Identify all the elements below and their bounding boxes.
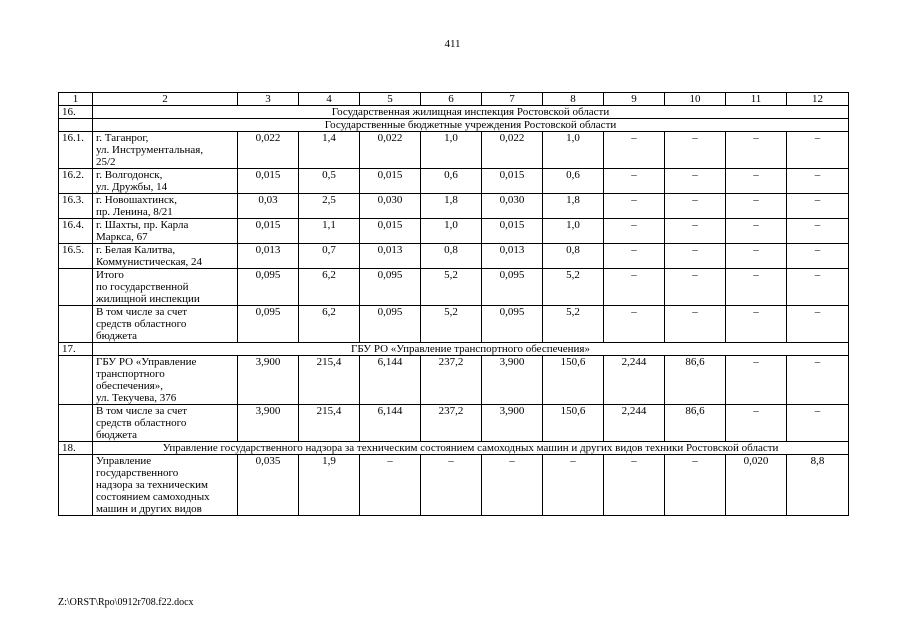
row-value-col-11: –	[726, 306, 787, 343]
row-value-col-11: –	[726, 219, 787, 244]
row-number: 16.2.	[59, 169, 93, 194]
section-row	[59, 106, 849, 119]
column-number-4: 4	[299, 93, 360, 106]
column-number-8: 8	[543, 93, 604, 106]
table-row	[59, 132, 849, 169]
row-name: ГБУ РО «Управление транспортного обеспечения», ул. Текучева, 376	[93, 356, 238, 405]
row-value-col-7: 3,900	[482, 356, 543, 405]
row-value-col-5: 0,015	[360, 219, 421, 244]
row-value-col-7: 0,015	[482, 219, 543, 244]
row-number: 16.1.	[59, 132, 93, 169]
row-name: Итого по государственной жилищной инспекции	[93, 269, 238, 306]
row-value-col-12: –	[787, 169, 849, 194]
column-number-10: 10	[665, 93, 726, 106]
row-value-col-6: –	[421, 455, 482, 516]
column-number-6: 6	[421, 93, 482, 106]
row-value-col-3: 3,900	[238, 405, 299, 442]
row-value-col-5: 0,022	[360, 132, 421, 169]
column-number-3: 3	[238, 93, 299, 106]
row-value-col-3: 0,022	[238, 132, 299, 169]
row-name: г. Таганрог, ул. Инструментальная, 25/2	[93, 132, 238, 169]
row-name: г. Шахты, пр. Карла Маркса, 67	[93, 219, 238, 244]
row-value-col-9: 2,244	[604, 356, 665, 405]
row-value-col-11: 0,020	[726, 455, 787, 516]
row-value-col-11: –	[726, 269, 787, 306]
row-name: г. Белая Калитва, Коммунистическая, 24	[93, 244, 238, 269]
row-number: 16.5.	[59, 244, 93, 269]
row-value-col-3: 0,095	[238, 269, 299, 306]
section-row	[59, 442, 849, 455]
row-value-col-6: 1,0	[421, 132, 482, 169]
row-number	[59, 269, 93, 306]
section-title: Государственная жилищная инспекция Ростовской области	[93, 106, 849, 119]
row-value-col-10: –	[665, 244, 726, 269]
column-number-12: 12	[787, 93, 849, 106]
row-value-col-11: –	[726, 405, 787, 442]
row-value-col-8: 0,8	[543, 244, 604, 269]
row-value-col-8: 5,2	[543, 269, 604, 306]
row-value-col-6: 1,0	[421, 219, 482, 244]
column-number-5: 5	[360, 93, 421, 106]
row-number: 16.	[59, 106, 93, 119]
column-number-7: 7	[482, 93, 543, 106]
row-value-col-8: 1,0	[543, 219, 604, 244]
row-value-col-10: –	[665, 455, 726, 516]
row-number: 16.4.	[59, 219, 93, 244]
row-number	[59, 306, 93, 343]
row-value-col-11: –	[726, 132, 787, 169]
row-value-col-11: –	[726, 244, 787, 269]
table-row	[59, 405, 849, 442]
row-value-col-8: 1,0	[543, 132, 604, 169]
row-value-col-12: –	[787, 356, 849, 405]
row-value-col-3: 0,035	[238, 455, 299, 516]
row-value-col-3: 0,015	[238, 169, 299, 194]
row-value-col-11: –	[726, 169, 787, 194]
row-value-col-6: 1,8	[421, 194, 482, 219]
subsection-title: Государственные бюджетные учреждения Ростовской области	[93, 119, 849, 132]
row-value-col-5: 6,144	[360, 405, 421, 442]
row-number	[59, 405, 93, 442]
row-value-col-5: 6,144	[360, 356, 421, 405]
row-value-col-4: 215,4	[299, 356, 360, 405]
row-value-col-12: –	[787, 405, 849, 442]
row-name: г. Волгодонск, ул. Дружбы, 14	[93, 169, 238, 194]
section-title: ГБУ РО «Управление транспортного обеспечения»	[93, 343, 849, 356]
row-value-col-9: –	[604, 306, 665, 343]
row-value-col-4: 1,1	[299, 219, 360, 244]
row-value-col-9: –	[604, 244, 665, 269]
row-value-col-8: 150,6	[543, 405, 604, 442]
row-value-col-6: 0,6	[421, 169, 482, 194]
row-value-col-4: 2,5	[299, 194, 360, 219]
row-value-col-6: 5,2	[421, 306, 482, 343]
row-value-col-7: 0,015	[482, 169, 543, 194]
row-value-col-12: –	[787, 306, 849, 343]
row-value-col-10: –	[665, 219, 726, 244]
row-value-col-5: –	[360, 455, 421, 516]
column-number-1: 1	[59, 93, 93, 106]
row-value-col-9: –	[604, 269, 665, 306]
row-value-col-8: –	[543, 455, 604, 516]
row-value-col-12: –	[787, 244, 849, 269]
row-value-col-3: 0,095	[238, 306, 299, 343]
row-value-col-12: –	[787, 269, 849, 306]
row-name: В том числе за счет средств областного бюджета	[93, 306, 238, 343]
row-value-col-8: 150,6	[543, 356, 604, 405]
row-value-col-3: 0,013	[238, 244, 299, 269]
row-value-col-7: 0,030	[482, 194, 543, 219]
row-value-col-4: 0,5	[299, 169, 360, 194]
row-value-col-9: –	[604, 194, 665, 219]
row-value-col-7: 0,013	[482, 244, 543, 269]
row-value-col-4: 0,7	[299, 244, 360, 269]
row-value-col-10: –	[665, 194, 726, 219]
row-value-col-6: 0,8	[421, 244, 482, 269]
row-value-col-5: 0,030	[360, 194, 421, 219]
row-value-col-9: –	[604, 132, 665, 169]
row-value-col-7: –	[482, 455, 543, 516]
row-number: 18.	[59, 442, 93, 455]
row-value-col-10: 86,6	[665, 405, 726, 442]
row-value-col-11: –	[726, 194, 787, 219]
row-value-col-7: 0,095	[482, 269, 543, 306]
row-value-col-9: –	[604, 219, 665, 244]
row-value-col-4: 6,2	[299, 306, 360, 343]
file-path-footer: Z:\ORST\Rpo\0912r708.f22.docx	[58, 597, 194, 608]
data-table	[58, 92, 849, 516]
row-value-col-4: 1,4	[299, 132, 360, 169]
page-number: 411	[444, 38, 461, 50]
row-value-col-6: 237,2	[421, 405, 482, 442]
row-number	[59, 119, 93, 132]
row-value-col-10: 86,6	[665, 356, 726, 405]
section-row	[59, 343, 849, 356]
row-value-col-3: 3,900	[238, 356, 299, 405]
row-value-col-10: –	[665, 169, 726, 194]
row-value-col-3: 0,03	[238, 194, 299, 219]
row-number: 17.	[59, 343, 93, 356]
row-value-col-11: –	[726, 356, 787, 405]
row-name: В том числе за счет средств областного бюджета	[93, 405, 238, 442]
row-value-col-3: 0,015	[238, 219, 299, 244]
row-value-col-7: 0,022	[482, 132, 543, 169]
row-value-col-9: 2,244	[604, 405, 665, 442]
row-name: Управление государственного надзора за техническим состоянием самоходных машин и других видов	[93, 455, 238, 516]
row-value-col-5: 0,013	[360, 244, 421, 269]
row-value-col-6: 237,2	[421, 356, 482, 405]
row-value-col-8: 5,2	[543, 306, 604, 343]
table-row	[59, 356, 849, 405]
column-number-11: 11	[726, 93, 787, 106]
row-value-col-12: –	[787, 219, 849, 244]
section-title: Управление государственного надзора за техническим состоянием самоходных машин и других видов техники Ростовской области	[93, 442, 849, 455]
table-row	[59, 455, 849, 516]
row-value-col-10: –	[665, 306, 726, 343]
row-value-col-9: –	[604, 455, 665, 516]
row-value-col-6: 5,2	[421, 269, 482, 306]
table-row	[59, 219, 849, 244]
table-row	[59, 194, 849, 219]
row-value-col-8: 0,6	[543, 169, 604, 194]
table-row	[59, 169, 849, 194]
row-value-col-4: 6,2	[299, 269, 360, 306]
row-number	[59, 455, 93, 516]
row-value-col-4: 215,4	[299, 405, 360, 442]
table-header-row	[59, 93, 849, 106]
row-value-col-12: –	[787, 194, 849, 219]
row-number: 16.3.	[59, 194, 93, 219]
row-value-col-5: 0,095	[360, 269, 421, 306]
row-value-col-10: –	[665, 132, 726, 169]
row-value-col-4: 1,9	[299, 455, 360, 516]
subsection-row	[59, 119, 849, 132]
row-value-col-7: 3,900	[482, 405, 543, 442]
row-value-col-9: –	[604, 169, 665, 194]
row-value-col-10: –	[665, 269, 726, 306]
column-number-2: 2	[93, 93, 238, 106]
row-value-col-8: 1,8	[543, 194, 604, 219]
table-row	[59, 269, 849, 306]
table-row	[59, 244, 849, 269]
table-row	[59, 306, 849, 343]
row-number	[59, 356, 93, 405]
row-value-col-12: 8,8	[787, 455, 849, 516]
row-value-col-5: 0,015	[360, 169, 421, 194]
column-number-9: 9	[604, 93, 665, 106]
row-name: г. Новошахтинск, пр. Ленина, 8/21	[93, 194, 238, 219]
row-value-col-7: 0,095	[482, 306, 543, 343]
row-value-col-5: 0,095	[360, 306, 421, 343]
row-value-col-12: –	[787, 132, 849, 169]
